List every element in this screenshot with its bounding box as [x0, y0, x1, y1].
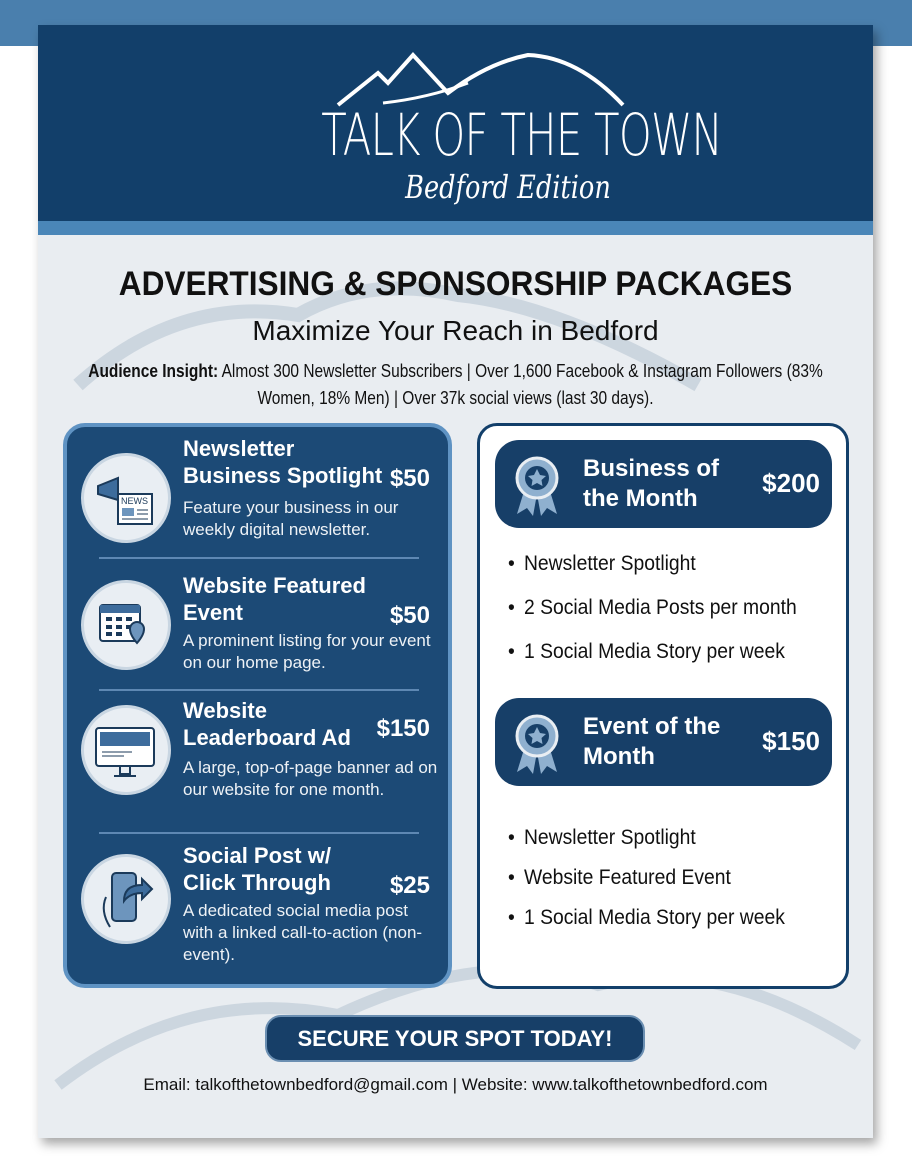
package-price: $50	[389, 465, 430, 492]
calendar-location-icon	[81, 580, 171, 670]
svg-text:NEWS: NEWS	[121, 496, 148, 506]
logo	[268, 43, 723, 218]
bundle-name: Business of the Month	[583, 455, 720, 512]
package-price: $150	[376, 715, 430, 742]
page-title: ADVERTISING & SPONSORSHIP PACKAGES	[118, 265, 793, 303]
list-item: • Newsletter Spotlight	[508, 552, 797, 596]
bundle-features	[508, 552, 822, 684]
divider	[99, 832, 419, 834]
logo-title: TALK OF THE TOWN	[321, 101, 723, 169]
megaphone-news-icon	[81, 453, 171, 543]
bundle-features	[508, 826, 809, 946]
bundle-header	[495, 698, 832, 786]
package-name: Website Leaderboard Ad	[183, 698, 351, 750]
audience-label: Audience Insight:	[88, 361, 219, 381]
package-description: A large, top-of-page banner ad on our website for one month.	[183, 758, 438, 799]
divider	[99, 689, 419, 691]
logo-subtitle: Bedford Edition	[405, 168, 611, 206]
cta-button[interactable]: SECURE YOUR SPOT TODAY!	[265, 1015, 645, 1062]
package-description: A dedicated social media post with a linked call-to-action (non-event).	[183, 901, 423, 964]
header-stripe	[38, 221, 873, 235]
package-price: $25	[389, 872, 430, 899]
package-description: Feature your business in our weekly digital newsletter.	[183, 498, 399, 539]
list-item: • 1 Social Media Story per week	[508, 906, 785, 946]
list-item: • Newsletter Spotlight	[508, 826, 785, 866]
phone-share-icon	[81, 854, 171, 944]
audience-text: Almost 300 Newsletter Subscribers | Over 1,600 Facebook & Instagram Followers (83% Women, 18% Men) | Over 37k social views (last 30 days).	[221, 361, 823, 408]
package-name: Newsletter Business Spotlight	[183, 436, 383, 488]
package-name: Social Post w/ Click Through	[183, 843, 331, 895]
award-ribbon-icon	[509, 708, 565, 778]
page-subtitle: Maximize Your Reach in Bedford	[252, 315, 659, 346]
packages-panel	[63, 423, 452, 988]
list-item: • 1 Social Media Story per week	[508, 640, 797, 684]
bundle-header	[495, 440, 832, 528]
list-item: • 2 Social Media Posts per month	[508, 596, 797, 640]
package-price: $50	[389, 602, 430, 629]
bundle-name: Event of the Month	[583, 713, 721, 770]
bundles-panel	[477, 423, 849, 989]
contact-footer: Email: talkofthetownbedford@gmail.com | Website: www.talkofthetownbedford.com	[143, 1075, 768, 1094]
bundle-price: $200	[762, 468, 820, 498]
divider	[99, 557, 419, 559]
list-item: • Website Featured Event	[508, 866, 785, 906]
bundle-price: $150	[762, 726, 820, 756]
package-description: A prominent listing for your event on our home page.	[183, 631, 431, 672]
header-banner	[38, 25, 873, 221]
audience-insight	[71, 358, 841, 412]
monitor-icon	[81, 705, 171, 795]
flyer	[38, 25, 873, 1138]
package-name: Website Featured Event	[183, 573, 366, 625]
award-ribbon-icon	[509, 450, 565, 520]
